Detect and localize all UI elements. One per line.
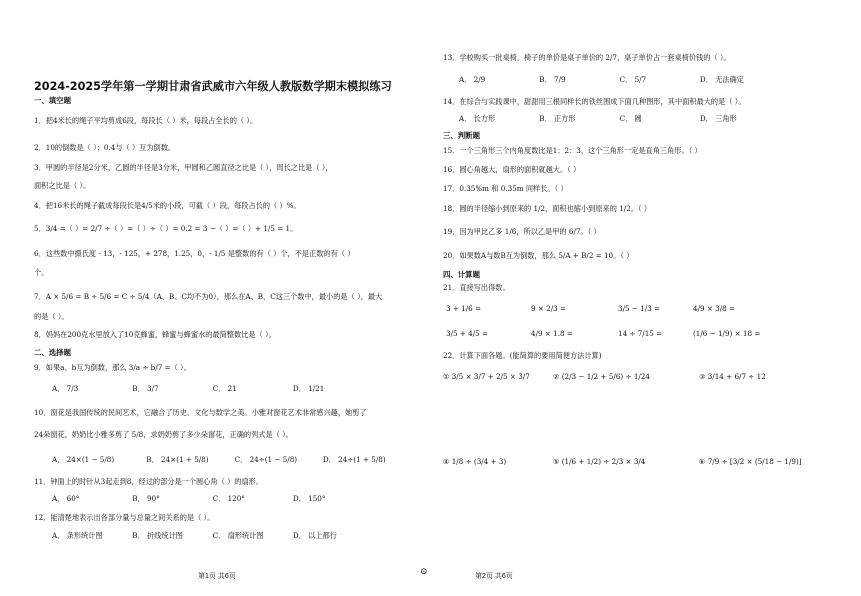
calc22-item: ③ 3/14 + 6/7 ÷ 12 <box>699 372 766 381</box>
option-d[interactable]: D． 150° <box>292 494 326 503</box>
question-7-cont: 的是（ ）。 <box>34 312 69 321</box>
option-c[interactable]: C． 120° <box>212 494 245 503</box>
question-12-options <box>52 531 353 541</box>
question-6: 6．这些数中摄氏度 - 13，- 125，+ 278，1.25，0，- 1/5 是整数的有（ ）个，不是正数的有（ ） <box>34 249 355 258</box>
option-c[interactable]: C． 24÷(1 − 5/8) <box>234 455 298 464</box>
option-d[interactable]: D． 24÷(1 + 5/8) <box>322 455 386 464</box>
question-11: 11．钟面上的时针从3起走到8，经过的部分是一个圆心角（ ）的扇形。 <box>34 477 264 486</box>
question-3: 3．甲圆的半径是2分米，乙圆的半径是3分米，甲圆和乙圆直径之比是（ ），周长之比是（ ）， <box>34 163 333 172</box>
calc-item: 3/5 + 4/5 = <box>446 329 489 338</box>
option-d[interactable]: D． 无法确定 <box>699 75 744 84</box>
right-page <box>431 0 861 596</box>
question-2: 2．10的倒数是（ ）；0.4与（ ）互为倒数。 <box>34 143 176 152</box>
option-b[interactable]: B． 正方形 <box>539 114 576 123</box>
calc-item: 4/9 × 1.8 = <box>531 329 573 338</box>
option-c[interactable]: C． 扇形统计图 <box>212 531 264 540</box>
calc22-item: ① 3/5 × 3/7 + 2/5 × 3/7 <box>443 372 530 381</box>
question-1: 1．把4米长的绳子平均剪成6段，每段长（ ）米，每段占全长的（ ）。 <box>34 116 258 125</box>
question-11-options <box>52 494 353 504</box>
option-c[interactable]: C． 圆 <box>619 114 642 123</box>
option-a[interactable]: A． 24×(1 − 5/8) <box>52 455 115 464</box>
binding-mark-icon: ⊙ <box>420 567 428 577</box>
calc22-item: ④ 1/8 ÷ (3/4 + 3) <box>443 457 507 466</box>
question-4: 4．把16米长的绳子截成每段长是4/5米的小段，可截（ ）段，每段占长的（ ）%。 <box>34 201 301 210</box>
question-14: 14．在综合与实践课中，甜甜用三根同样长的铁丝围成下面几种图形，其中面积最大的是（ ）。 <box>443 97 746 106</box>
question-19: 19．因为甲比乙多 1/6，所以乙是甲的 6/7。（ ） <box>443 227 601 236</box>
section-judge-heading: 三、判断题 <box>443 131 480 140</box>
question-17: 17．0.35%m 和 0.35m 同样长。（ ） <box>443 184 568 193</box>
question-3-cont: 面积之比是（ ）。 <box>34 181 91 190</box>
calc-item: 3/5 − 1/3 = <box>618 304 661 313</box>
question-21: 21．直接写出得数。 <box>443 283 510 292</box>
option-b[interactable]: B． 7/9 <box>539 75 566 84</box>
page-number-right: 第2页 共6页 <box>475 573 513 580</box>
question-18: 18．圆的半径缩小到原来的 1/2，面积也缩小到原来的 1/2。（ ） <box>443 204 652 213</box>
question-5: 5．3/4 =（ ）= 2/7 ÷（ ）=（ ）÷（ ）= 0.2 = 3 −（ ）=（ ）+ 1/5 = 1。 <box>34 224 298 233</box>
question-10-cont: 24朵窗花，奶奶比小雅多剪了 5/8，求奶奶剪了多少朵窗花，正确的列式是（ ）。 <box>34 430 293 439</box>
question-9: 9．如果a、b互为倒数，那么 3/a ÷ b/7 =（ ）。 <box>34 363 191 372</box>
left-page <box>0 0 430 596</box>
question-8: 8．妈妈在200克水里放入了10克蜂蜜，蜂蜜与蜂蜜水的最简整数比是（ ）。 <box>34 330 276 339</box>
option-a[interactable]: A． 条形统计图 <box>52 531 103 540</box>
question-10: 10．窗花是我国传统的民间艺术，它融合了历史、文化与数学之美。小雅对窗花艺术非常感兴趣，她剪了 <box>34 408 367 417</box>
calc22-item: ⑥ 7/9 ÷ [3/2 × (5/18 − 1/9)] <box>699 457 802 466</box>
question-7: 7．A × 5/6 = B ÷ 5/6 = C ÷ 5/4（A、B、C均不为0），那么在A、B、C这三个数中，最小的是（ ），最大 <box>34 292 383 301</box>
calc22-item: ⑤ (1/6 + 1/2) ÷ 2/3 × 3/4 <box>553 457 646 466</box>
section-calc-heading: 四、计算题 <box>443 270 480 279</box>
calc-item: 4/9 × 3/8 = <box>693 304 736 313</box>
option-d[interactable]: D． 1/21 <box>292 384 325 393</box>
page-number-left: 第1页 共6页 <box>198 573 236 580</box>
page-title: 2024-2025学年第一学期甘肃省武威市六年级人教版数学期末模拟练习 <box>34 80 392 93</box>
section-fill-heading: 一、填空题 <box>34 96 71 105</box>
option-b[interactable]: B． 24×(1 + 5/8) <box>146 455 209 464</box>
option-c[interactable]: C． 21 <box>212 384 237 393</box>
calc-item: 9 × 2/3 = <box>531 304 567 313</box>
calc-item: (1/6 − 1/9) × 18 = <box>693 329 761 338</box>
question-13-options <box>459 75 770 85</box>
question-9-options <box>52 384 353 394</box>
option-a[interactable]: A． 长方形 <box>459 114 496 123</box>
question-12: 12．能清楚地表示出各部分量与总量之间关系的是（ ）。 <box>34 513 215 522</box>
option-b[interactable]: B． 90° <box>132 494 160 503</box>
option-d[interactable]: D． 三角形 <box>699 114 737 123</box>
calc-item: 3 + 1/6 = <box>446 304 482 313</box>
section-choice-heading: 二、选择题 <box>34 348 71 357</box>
option-a[interactable]: A． 7/3 <box>52 384 79 393</box>
question-15: 15．一个三角形三个内角度数比是1：2：3，这个三角形一定是直角三角形。（ ） <box>443 146 702 155</box>
question-20: 20．如果数A与数B互为倒数，那么 5/A + B/2 = 10。（ ） <box>443 251 634 260</box>
option-b[interactable]: B． 折线统计图 <box>132 531 183 540</box>
question-6-cont: 个。 <box>34 268 49 277</box>
question-14-options <box>459 114 770 124</box>
calc22-item: ② (2/3 − 1/2 + 5/6) ÷ 1/24 <box>553 372 650 381</box>
question-10-options <box>52 455 409 465</box>
option-c[interactable]: C． 5/7 <box>619 75 647 84</box>
option-a[interactable]: A． 60° <box>52 494 80 503</box>
option-b[interactable]: B． 3/7 <box>132 384 159 393</box>
question-16: 16．圆心角越大，扇形的面积就越大。（ ） <box>443 165 581 174</box>
option-a[interactable]: A． 2/9 <box>459 75 486 84</box>
question-13: 13．学校购买一批桌椅，椅子的单价是桌子单价的 2/7，桌子单价占一套桌椅价钱的（ ）。 <box>443 53 731 62</box>
question-22: 22．计算下面各题。(能简算的要用简便方法计算) <box>443 351 602 360</box>
calc-item: 14 ÷ 7/15 = <box>618 329 663 338</box>
option-d[interactable]: D． 以上都行 <box>292 531 337 540</box>
